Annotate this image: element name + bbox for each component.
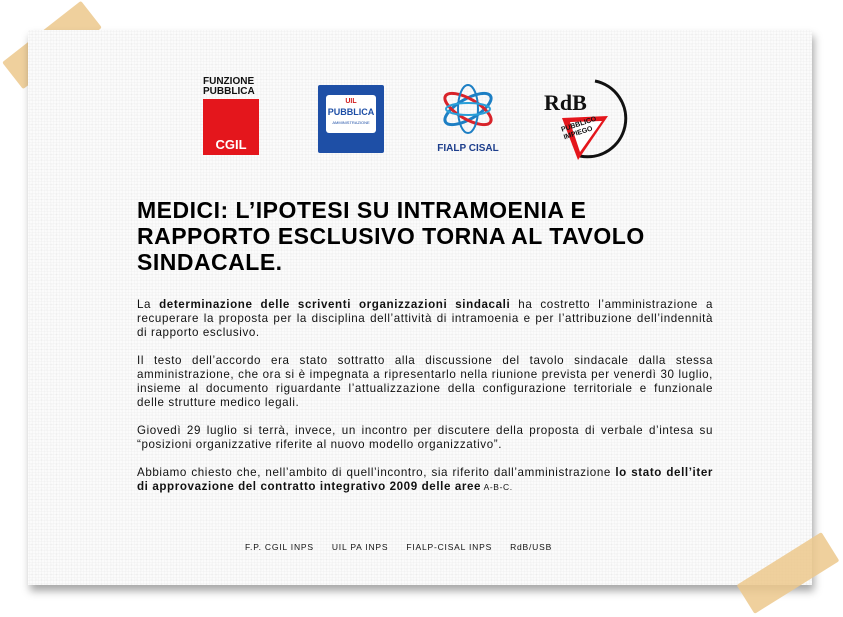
signatory: F.P. CGIL INPS	[245, 542, 314, 552]
fp-cgil-logo-title: FUNZIONE PUBBLICA	[203, 76, 255, 97]
uil-pa-logo	[318, 85, 384, 153]
p4-bold: lo stato dell’iter di approvazione del contratto integrativo 2009 delle aree	[137, 466, 713, 493]
rdb-logo-text: RdB	[544, 90, 587, 115]
paragraph-3: Giovedì 29 luglio si terrà, invece, un incontro per discutere della proposta di verbale d’intesa su “posizioni organizzative riferite al nuovo modello organizzativo”.	[137, 424, 713, 451]
p1-bold: determinazione delle scriventi organizzazioni sindacali	[159, 298, 511, 311]
uil-logo-main: PUBBLICA	[327, 107, 375, 117]
signatory: FIALP-CISAL INPS	[406, 542, 493, 552]
signatory: UIL PA INPS	[331, 542, 389, 552]
cgil-logo-text: CGIL	[215, 137, 247, 152]
signatories	[245, 542, 625, 552]
headline: MEDICI: L’IPOTESI SU INTRAMOENIA E RAPPORTO ESCLUSIVO TORNA AL TAVOLO SINDACALE.	[137, 197, 645, 275]
signatory: RdB/USB	[510, 542, 553, 552]
uil-logo-sub: AMMINISTRAZIONE	[332, 120, 370, 125]
p1-pre: La	[137, 298, 160, 311]
paragraph-1	[137, 298, 713, 340]
fialp-globe-icon	[432, 80, 504, 138]
cgil-red-square	[203, 99, 259, 155]
uil-logo-small: UIL	[345, 98, 357, 105]
rdb-logo-sub: PUBBLICO IMPIEGO	[560, 115, 598, 142]
fialp-logo-text: FIALP CISAL	[437, 143, 499, 154]
rdb-pubblico-impiego-logo	[540, 76, 642, 168]
fialp-cisal-logo	[432, 80, 504, 154]
p4-pre: Abbiamo chiesto che, nell’ambito di quell’incontro, sia riferito dall’amministrazione	[137, 466, 616, 479]
paragraph-2: Il testo dell’accordo era stato sottratto alla discussione del tavolo sindacale dalla stessa amministrazione, che ora si è impegnata a ripresentarlo nella riunione prevista per venerdì 30 luglio, insieme al documento riguardante l’attualizzazione della configurazione territoriale e funzionale delle strutture medico legali.	[137, 354, 713, 409]
p4-small: A-B-C.	[481, 482, 513, 492]
paragraph-4	[137, 466, 713, 494]
uil-logo-panel	[326, 95, 376, 133]
article-body	[137, 298, 713, 508]
fp-cgil-logo	[203, 77, 261, 155]
p1-post: ha costretto l’amministrazione a recuperare la proposta per la disciplina dell’attività di intramoenia e per l’attribuzione dell’indennità di rapporto esclusivo.	[137, 298, 714, 339]
